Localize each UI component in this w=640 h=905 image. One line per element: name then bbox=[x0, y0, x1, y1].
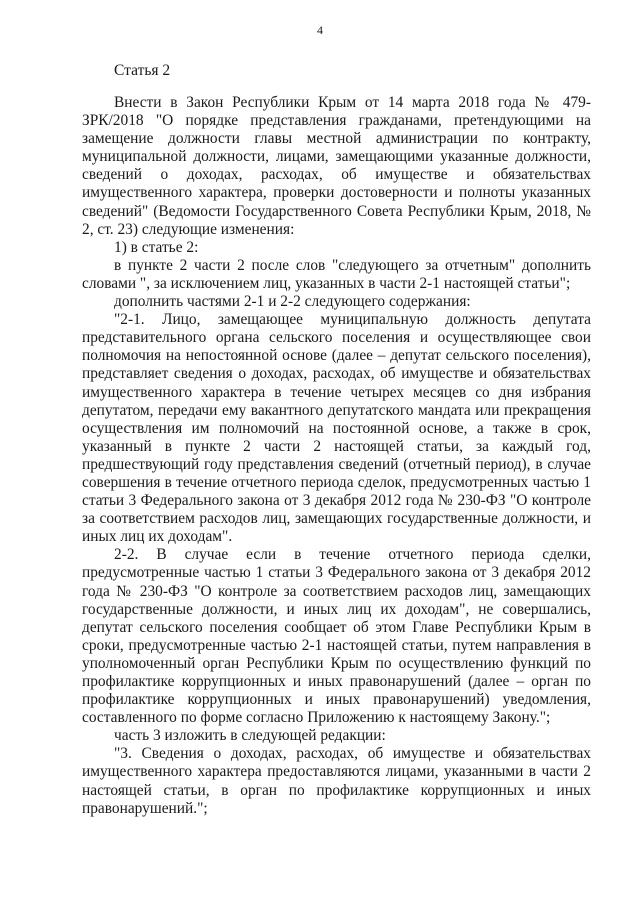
intro-paragraph: Внести в Закон Республики Крым от 14 марта 2018 года № 479-ЗРК/2018 "О порядке представления гражданами, претендующими на замещение должности главы местной администрации по контракту, муниципальной должности, лицами, замещающими указанные должности, сведений о доходах, расходах, об имуществе и обязательствах имущественного характера, проверки достоверности и полноты указанных сведений" (Ведомости Государственного Совета Республики Крым, 2018, № 2, ст. 23) следующие изменения: bbox=[82, 94, 591, 238]
page-number: 4 bbox=[317, 23, 323, 37]
list-item-1: 1) в статье 2: bbox=[114, 238, 199, 256]
part-2-2-paragraph: 2-2. В случае если в течение отчетного периода сделки, предусмотренные частью 1 статьи 3 Федерального закона от 3 декабря 2012 года № 230-ФЗ "О контроле за соответствием расходов лиц, замещающих государственные должности, и иных лиц их доходам", не совершались, депутат сельского поселения сообщает об этом Главе Республики Крым в сроки, предусмотренные частью 2-1 настоящей статьи, путем направления в уполномоченный орган Республики Крым по осуществлению функций по профилактике коррупционных и иных правонарушений (далее – орган по профилактике коррупционных и иных правонарушений) уведомления, составленного по форме согласно Приложению к настоящему Закону."; bbox=[82, 546, 591, 727]
amendment-paragraph: в пункте 2 части 2 после слов "следующего за отчетным" дополнить словами ", за исключением лиц, указанных в части 2-1 настоящей статьи"; bbox=[82, 256, 591, 292]
part-3-paragraph: "3. Сведения о доходах, расходах, об имуществе и обязательствах имущественного характера предоставляются лицами, указанными в части 2 настоящей статьи, в орган по профилактике коррупционных и иных правонарушений."; bbox=[82, 745, 591, 817]
article-body bbox=[82, 94, 591, 818]
amendment-paragraph: часть 3 изложить в следующей редакции: bbox=[114, 727, 386, 745]
part-2-1-paragraph: "2-1. Лицо, замещающее муниципальную должность депутата представительного органа сельского поселения и осуществляющее свои полномочия на непостоянной основе (далее – депутат сельского поселения), представляет сведения о доходах, расходах, об имуществе и обязательствах имущественного характера в течение четырех месяцев со дня избрания депутатом, передачи ему вакантного депутатского мандата или прекращения осуществления им полномочий на постоянной основе, а также в срок, указанный в пункте 2 части 2 настоящей статьи, за каждый год, предшествующий году представления сведений (отчетный период), в случае совершения в течение отчетного периода сделок, предусмотренных частью 1 статьи 3 Федерального закона от 3 декабря 2012 года № 230-ФЗ "О контроле за соответствием расходов лиц, замещающих государственные должности, и иных лиц их доходам". bbox=[82, 311, 591, 546]
article-heading: Статья 2 bbox=[114, 62, 171, 79]
amendment-paragraph: дополнить частями 2-1 и 2-2 следующего содержания: bbox=[114, 293, 471, 311]
